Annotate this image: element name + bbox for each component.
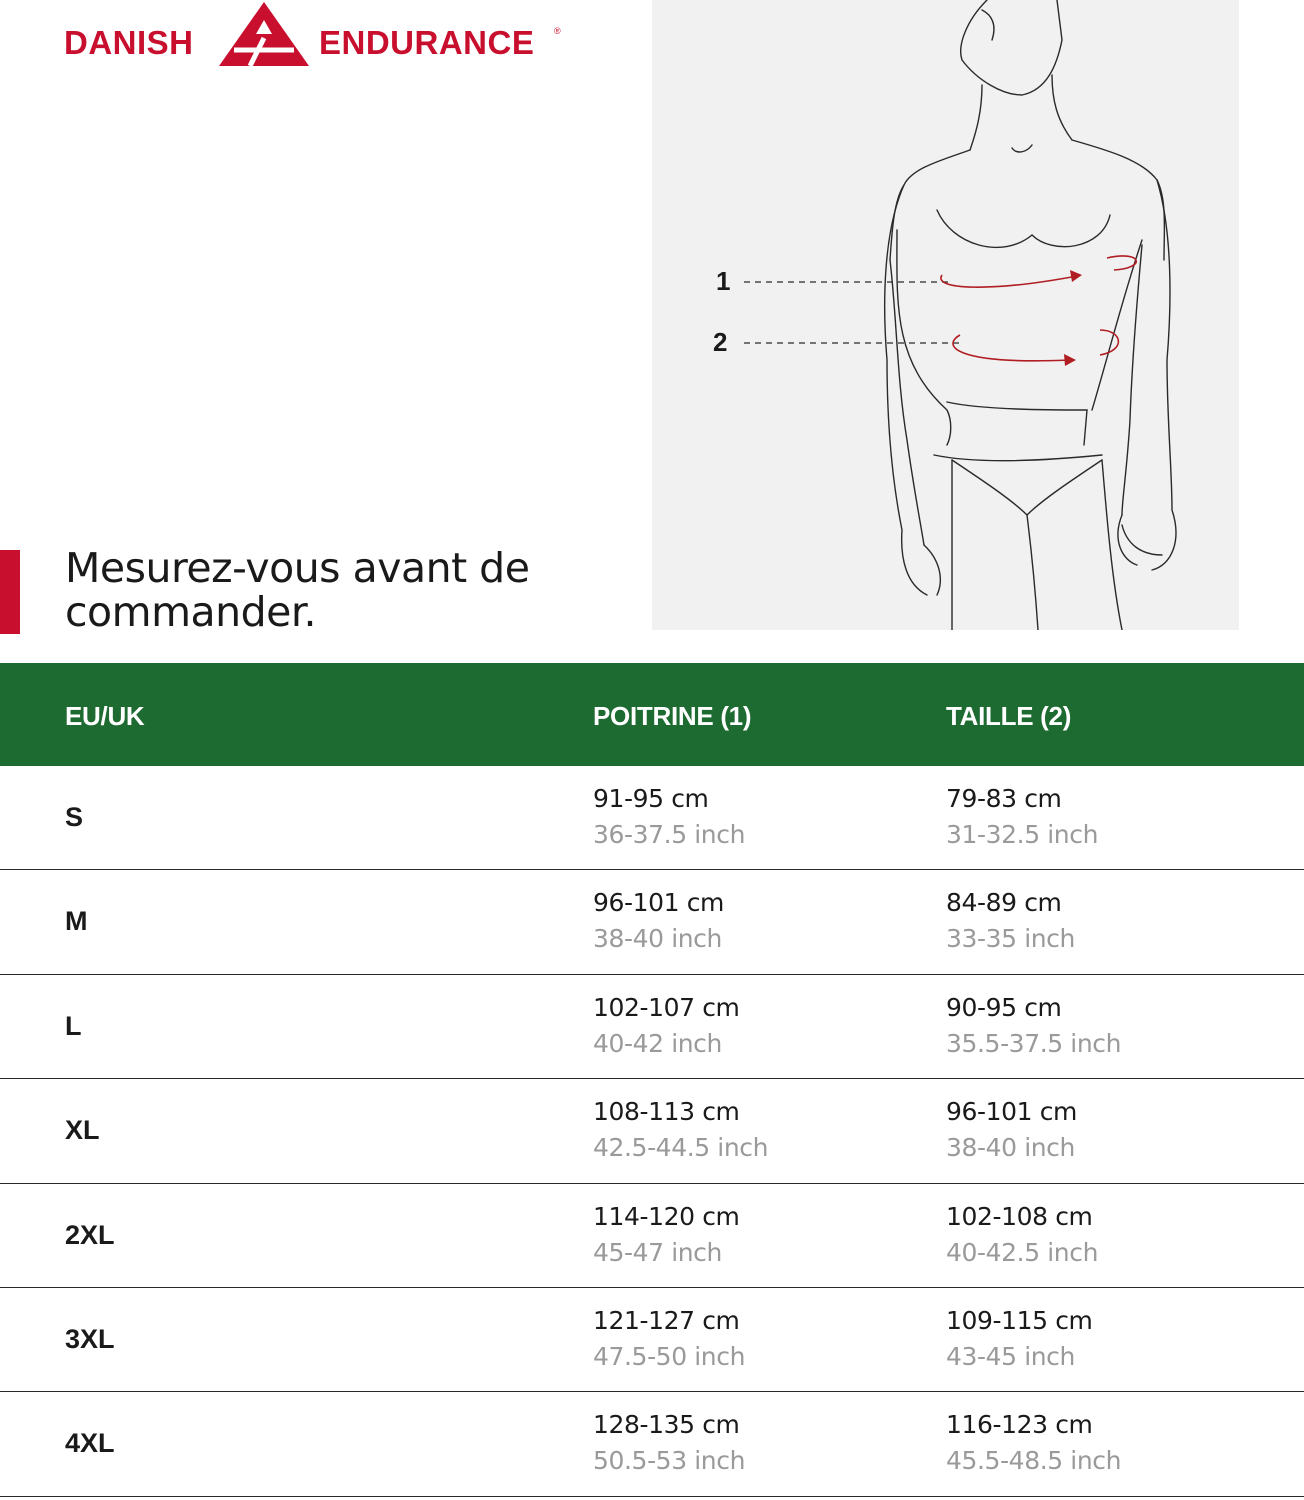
- chest-inch: 47.5-50 inch: [593, 1341, 746, 1371]
- size-table-header: [0, 663, 1304, 766]
- waist-inch: 45.5-48.5 inch: [946, 1446, 1122, 1476]
- chest-inch: 42.5-44.5 inch: [593, 1133, 769, 1163]
- chest-cm: 102-107 cm: [593, 992, 740, 1022]
- chest-cm: 114-120 cm: [593, 1201, 740, 1231]
- table-row: [0, 766, 1304, 870]
- registered-mark: ®: [554, 26, 561, 36]
- male-figure-outline: [652, 0, 1239, 630]
- chest-cm: 108-113 cm: [593, 1097, 740, 1127]
- chest-cell: [593, 1201, 740, 1273]
- chest-cell: [593, 1096, 768, 1168]
- waist-cm: 96-101 cm: [946, 1097, 1077, 1127]
- size-label: S: [65, 802, 84, 832]
- chest-cell: [593, 887, 724, 959]
- waist-cell: [946, 1409, 1121, 1481]
- waist-inch: 38-40 inch: [946, 1133, 1075, 1163]
- waist-inch: 33-35 inch: [946, 924, 1075, 954]
- table-row: [0, 870, 1304, 974]
- table-row: [0, 1079, 1304, 1183]
- table-row: [0, 1392, 1304, 1496]
- chest-cell: [593, 1305, 745, 1377]
- table-row: [0, 975, 1304, 1079]
- chest-inch: 38-40 inch: [593, 924, 722, 954]
- brand-word-endurance: ENDURANCE: [319, 24, 535, 61]
- table-row: [0, 1288, 1304, 1392]
- waist-inch: 43-45 inch: [946, 1341, 1075, 1371]
- waist-cm: 79-83 cm: [946, 784, 1062, 813]
- waist-inch: 31-32.5 inch: [946, 820, 1099, 849]
- waist-cell: [946, 1096, 1077, 1168]
- size-label: L: [65, 1010, 82, 1041]
- waist-cell: [946, 992, 1121, 1064]
- waist-cm: 84-89 cm: [946, 888, 1062, 918]
- brand-word-danish: DANISH: [64, 24, 194, 61]
- waist-cm: 116-123 cm: [946, 1410, 1093, 1440]
- brand-logo: [64, 0, 564, 70]
- size-label: 3XL: [65, 1323, 115, 1354]
- size-label: M: [65, 906, 88, 937]
- waist-cell: [946, 1201, 1098, 1273]
- waist-cm: 109-115 cm: [946, 1305, 1093, 1335]
- size-label: 2XL: [65, 1219, 115, 1250]
- chest-inch: 36-37.5 inch: [593, 820, 746, 849]
- chest-marker-label: 1: [716, 266, 731, 296]
- chest-cell: [593, 992, 740, 1064]
- waist-cm: 90-95 cm: [946, 992, 1062, 1022]
- size-label: 4XL: [65, 1428, 115, 1459]
- waist-marker-label: 2: [713, 327, 728, 357]
- chest-cm: 128-135 cm: [593, 1410, 740, 1440]
- page-title: Mesurez-vous avant de commander.: [65, 544, 530, 636]
- header-waist: TAILLE (2): [946, 701, 1072, 731]
- chest-inch: 40-42 inch: [593, 1028, 722, 1058]
- chest-cell: [593, 783, 745, 855]
- chest-cm: 121-127 cm: [593, 1305, 740, 1335]
- size-label: XL: [65, 1115, 100, 1146]
- chest-cm: 91-95 cm: [593, 784, 709, 813]
- waist-inch: 35.5-37.5 inch: [946, 1028, 1122, 1058]
- header-chest: POITRINE (1): [593, 701, 752, 731]
- size-table-body: [0, 766, 1304, 1497]
- waist-cm: 102-108 cm: [946, 1201, 1093, 1231]
- waist-cell: [946, 1305, 1093, 1377]
- waist-cell: [946, 887, 1075, 959]
- chest-cm: 96-101 cm: [593, 888, 724, 918]
- waist-cell: [946, 783, 1098, 855]
- table-row: [0, 1184, 1304, 1288]
- waist-inch: 40-42.5 inch: [946, 1237, 1099, 1267]
- chest-inch: 45-47 inch: [593, 1237, 722, 1267]
- chest-cell: [593, 1409, 745, 1481]
- header-size: EU/UK: [65, 701, 145, 731]
- chest-inch: 50.5-53 inch: [593, 1446, 746, 1476]
- body-measurement-illustration: [652, 0, 1239, 630]
- mountain-logo-icon: [214, 0, 314, 68]
- headline-accent-bar: [0, 550, 20, 634]
